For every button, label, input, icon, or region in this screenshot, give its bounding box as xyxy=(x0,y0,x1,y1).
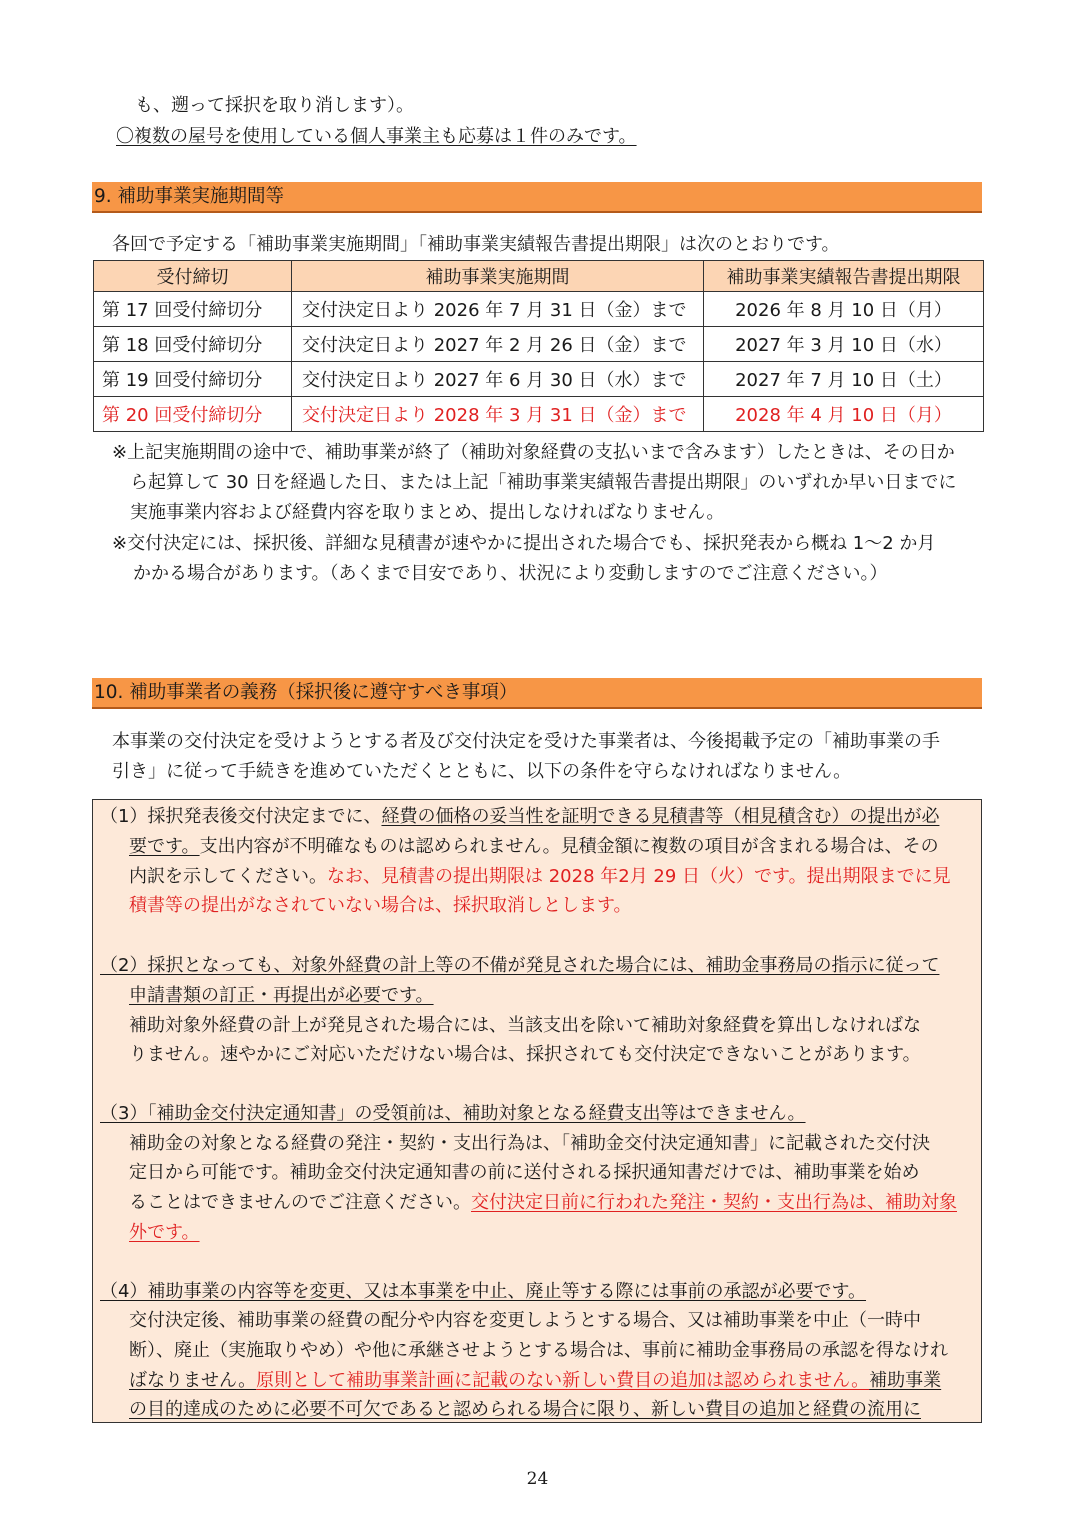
item-4-line-5: の目的達成のために必要不可欠であると認められる場合に限り、新しい費目の追加と経費の流用に xyxy=(129,1399,921,1420)
item-3-line-5: 外です。 xyxy=(129,1222,200,1243)
section-9-lead: 各回で予定する「補助事業実施期間」「補助事業実績報告書提出期限」は次のとおりです。 xyxy=(112,234,840,255)
item-1-line-3: 内訳を示してください。なお、見積書の提出期限は 2028 年2月 29 日（火）です。提出期限までに見 xyxy=(129,866,951,887)
item-2-line-3: 補助対象外経費の計上が発見された場合には、当該支出を除いて補助対象経費を算出しなければな xyxy=(129,1015,921,1036)
note-2-line-1: ※交付決定には、採択後、詳細な見積書が速やかに提出された場合でも、採択発表から概ね 1～2 か月 xyxy=(112,533,936,554)
cell-period: 交付決定日より 2028 年 3 月 31 日（金）まで xyxy=(292,397,704,432)
item-2-line-2: 申請書類の訂正・再提出が必要です。 xyxy=(129,985,434,1006)
item-1-line-1: （1）採択発表後交付決定までに、経費の価格の妥当性を証明できる見積書等（相見積含む）の提出が必 xyxy=(100,806,940,827)
page-number: 24 xyxy=(526,1469,549,1489)
section-10-heading: 10. 補助事業者の義務（採択後に遵守すべき事項） xyxy=(92,678,982,709)
note-1-line-3: 実施事業内容および経費内容を取りまとめ、提出しなければなりません。 xyxy=(130,502,725,523)
cell-round: 第 20 回受付締切分 xyxy=(94,397,292,432)
schedule-table xyxy=(93,260,984,432)
cell-report: 2027 年 7 月 10 日（土） xyxy=(704,362,984,397)
header-report-deadline: 補助事業実績報告書提出期限 xyxy=(704,261,984,292)
item-4-line-1: （4）補助事業の内容等を変更、又は本事業を中止、廃止等する際には事前の承認が必要です。 xyxy=(100,1281,867,1302)
item-2-line-1: （2）採択となっても、対象外経費の計上等の不備が発見された場合には、補助金事務局の指示に従って xyxy=(100,955,940,976)
item-4-line-4: ばなりません。原則として補助事業計画に記載のない新しい費目の追加は認められません。補助事業 xyxy=(129,1370,942,1391)
cell-period: 交付決定日より 2027 年 2 月 26 日（金）まで xyxy=(292,327,704,362)
cell-round: 第 19 回受付締切分 xyxy=(94,362,292,397)
item-4-line-3: 断）、廃止（実施取りやめ）や他に承継させようとする場合は、事前に補助金事務局の承認を得なけれ xyxy=(129,1340,948,1361)
cell-round: 第 18 回受付締切分 xyxy=(94,327,292,362)
item-1-line-4: 積書等の提出がなされていない場合は、採択取消しとします。 xyxy=(129,895,632,916)
header-deadline: 受付締切 xyxy=(94,261,292,292)
table-row xyxy=(94,327,984,362)
item-2-line-4: りません。速やかにご対応いただけない場合は、採択されても交付決定できないことがあります。 xyxy=(129,1044,921,1065)
cell-report: 2026 年 8 月 10 日（月） xyxy=(704,292,984,327)
item-3-line-3: 定日から可能です。補助金交付決定通知書の前に送付される採択通知書だけでは、補助事業を始め xyxy=(129,1162,920,1183)
header-period: 補助事業実施期間 xyxy=(292,261,704,292)
table-header-row xyxy=(94,261,984,292)
item-3-line-1: （3）「補助金交付決定通知書」の受領前は、補助対象となる経費支出等はできません。 xyxy=(100,1103,806,1124)
section-10-lead-2: 引き」に従って手続きを進めていただくとともに、以下の条件を守らなければなりません。 xyxy=(112,761,852,782)
cell-report: 2027 年 3 月 10 日（水） xyxy=(704,327,984,362)
item-1-line-2: 要です。支出内容が不明確なものは認められません。見積金額に複数の項目が含まれる場合は、その xyxy=(129,836,939,857)
cell-round: 第 17 回受付締切分 xyxy=(94,292,292,327)
table-row xyxy=(94,292,984,327)
cell-report: 2028 年 4 月 10 日（月） xyxy=(704,397,984,432)
cell-period: 交付決定日より 2027 年 6 月 30 日（水）まで xyxy=(292,362,704,397)
table-row xyxy=(94,362,984,397)
table-row-highlighted xyxy=(94,397,984,432)
cell-period: 交付決定日より 2026 年 7 月 31 日（金）まで xyxy=(292,292,704,327)
item-3-line-2: 補助金の対象となる経費の発注・契約・支出行為は、「補助金交付決定通知書」に記載された交付決 xyxy=(129,1133,930,1154)
note-1-line-2: ら起算して 30 日を経過した日、または上記「補助事業実績報告書提出期限」のいずれか早い日までに xyxy=(130,472,957,493)
note-2-line-2: かかる場合があります。（あくまで目安であり、状況により変動しますのでご注意ください。） xyxy=(133,563,888,584)
intro-line-2: 〇複数の屋号を使用している個人事業主も応募は１件のみです。 xyxy=(116,126,637,147)
section-9-heading: 9. 補助事業実施期間等 xyxy=(92,182,982,213)
item-4-line-2: 交付決定後、補助事業の経費の配分や内容を変更しようとする場合、又は補助事業を中止（一時中 xyxy=(129,1310,921,1331)
intro-line-1: も、遡って採択を取り消します）。 xyxy=(135,95,414,116)
section-10-lead-1: 本事業の交付決定を受けようとする者及び交付決定を受けた事業者は、今後掲載予定の「補助事業の手 xyxy=(112,731,940,752)
note-1-line-1: ※上記実施期間の途中で、補助事業が終了（補助対象経費の支払いまで含みます）したときは、その日か xyxy=(112,442,955,463)
item-3-line-4: ることはできませんのでご注意ください。交付決定日前に行われた発注・契約・支出行為は、補助対象 xyxy=(129,1192,957,1213)
